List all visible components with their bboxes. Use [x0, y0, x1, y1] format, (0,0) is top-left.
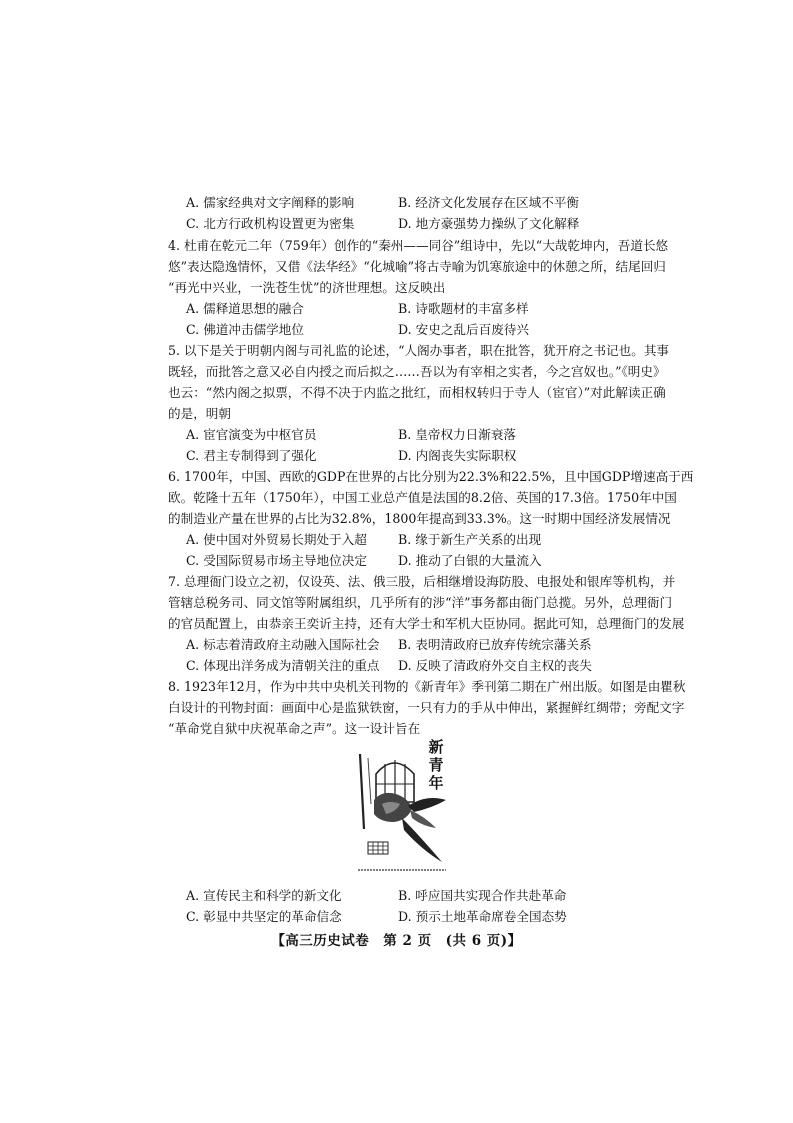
cover-title-char-2: 青	[428, 756, 444, 774]
q3-option-d[interactable]: D. 地方豪强势力操纵了文化解释	[398, 216, 580, 231]
q8-option-d[interactable]: D. 预示土地革命席卷全国态势	[398, 909, 567, 924]
q5-stem-line-2: 既轻，而批答之意又必自内授之而后拟之……吾以为有宰相之实者，今之宫奴也。”《明史》	[168, 364, 666, 379]
q4-stem-line-1: 4. 杜甫在乾元二年（759年）创作的“秦州——同谷”组诗中，先以“大哉乾坤内，吾道长悠	[168, 238, 669, 253]
q7-stem-line-1: 7. 总理衙门设立之初，仅设英、法、俄三股，后相继增设海防股、电报处和银库等机构，并	[168, 574, 676, 589]
q3-option-c[interactable]: C. 北方行政机构设置更为密集	[186, 216, 355, 231]
q8-stem-line-1: 8. 1923年12月，作为中共中央机关刊物的《新青年》季刊第二期在广州出版。如图是由瞿秋	[168, 679, 686, 694]
q6-option-b[interactable]: B. 缘于新生产关系的出现	[398, 532, 542, 547]
q7-option-b[interactable]: B. 表明清政府已放弃传统宗藩关系	[398, 637, 592, 652]
q7-option-c[interactable]: C. 体现出洋务成为清朝关注的重点	[186, 658, 380, 673]
q7-stem-line-3: 的官员配置上，由恭亲王奕䜣主持，还有大学士和军机大臣协同。据此可知，总理衙门的发展	[168, 616, 685, 631]
q3-option-a[interactable]: A. 儒家经典对文字阐释的影响	[186, 195, 355, 210]
q4-stem-line-3: “再光中兴业，一洗苍生忧”的济世理想。这反映出	[168, 280, 446, 295]
q5-stem-line-1: 5. 以下是关于明朝内阁与司礼监的论述，“人阁办事者，职在批答，犹开府之书记也。其事	[168, 343, 670, 358]
q6-option-d[interactable]: D. 推动了白银的大量流入	[398, 553, 542, 568]
q4-option-b[interactable]: B. 诗歌题材的丰富多样	[398, 301, 529, 316]
q8-option-c[interactable]: C. 彰显中共坚定的革命信念	[186, 909, 342, 924]
cover-title-char-3: 年	[428, 774, 444, 792]
xinqingnian-cover-image	[352, 734, 452, 874]
cover-title-char-1: 新	[428, 738, 444, 756]
q5-stem-line-3: 也云：“然内阁之拟票，不得不决于内监之批红，而相权转归于寺人（宦官）”对此解读正确	[168, 385, 666, 400]
q3-option-b[interactable]: B. 经济文化发展存在区域不平衡	[398, 195, 579, 210]
cover-illustration	[352, 734, 452, 874]
q4-stem-line-2: 悠”表达隐逸情怀，又借《法华经》“化城喻”将古寺喻为饥寒旅途中的休憩之所，结尾回归	[168, 259, 666, 274]
q8-stem-line-2: 白设计的刊物封面：画面中心是监狱铁窗，一只有力的手从中伸出，紧握鲜红绸带；旁配文字	[168, 700, 685, 715]
q6-stem-line-2: 欧。乾隆十五年（1750年），中国工业总产值是法国的8.2倍、英国的17.3倍。1750年中国	[168, 490, 677, 505]
q8-option-a[interactable]: A. 宣传民主和科学的新文化	[186, 888, 342, 903]
q5-stem-line-4: 的是，明朝	[168, 406, 231, 421]
q8-stem-line-3: “革命党自狱中庆祝革命之声”。这一设计旨在	[168, 721, 421, 736]
q5-option-d[interactable]: D. 内阁丧失实际职权	[398, 448, 517, 463]
page-footer: 【高三历史试卷 第 2 页 (共 6 页)】	[271, 933, 522, 949]
q6-stem-line-3: 的制造业产量在世界的占比为32.8%，1800年提高到33.3%。这一时期中国经济发展情况	[168, 511, 671, 526]
q7-option-d[interactable]: D. 反映了清政府外交自主权的丧失	[398, 658, 592, 673]
q6-option-a[interactable]: A. 使中国对外贸易长期处于入超	[186, 532, 367, 547]
q4-option-a[interactable]: A. 儒释道思想的融合	[186, 301, 304, 316]
q6-option-c[interactable]: C. 受国际贸易市场主导地位决定	[186, 553, 367, 568]
q8-option-b[interactable]: B. 呼应国共实现合作共赴革命	[398, 888, 567, 903]
q7-stem-line-2: 管辖总税务司、同文馆等附属组织，几乎所有的涉“洋”事务都由衙门总揽。另外，总理衙门	[168, 595, 673, 610]
q7-option-a[interactable]: A. 标志着清政府主动融入国际社会	[186, 637, 380, 652]
q5-option-a[interactable]: A. 宦官演变为中枢官员	[186, 427, 317, 442]
q5-option-c[interactable]: C. 君主专制得到了强化	[186, 448, 317, 463]
q4-option-c[interactable]: C. 佛道冲击儒学地位	[186, 322, 304, 337]
q6-stem-line-1: 6. 1700年，中国、西欧的GDP在世界的占比分别为22.3%和22.5%，且中国GDP增速高于西	[168, 469, 694, 484]
q5-option-b[interactable]: B. 皇帝权力日渐衰落	[398, 427, 517, 442]
q4-option-d[interactable]: D. 安史之乱后百废待兴	[398, 322, 529, 337]
